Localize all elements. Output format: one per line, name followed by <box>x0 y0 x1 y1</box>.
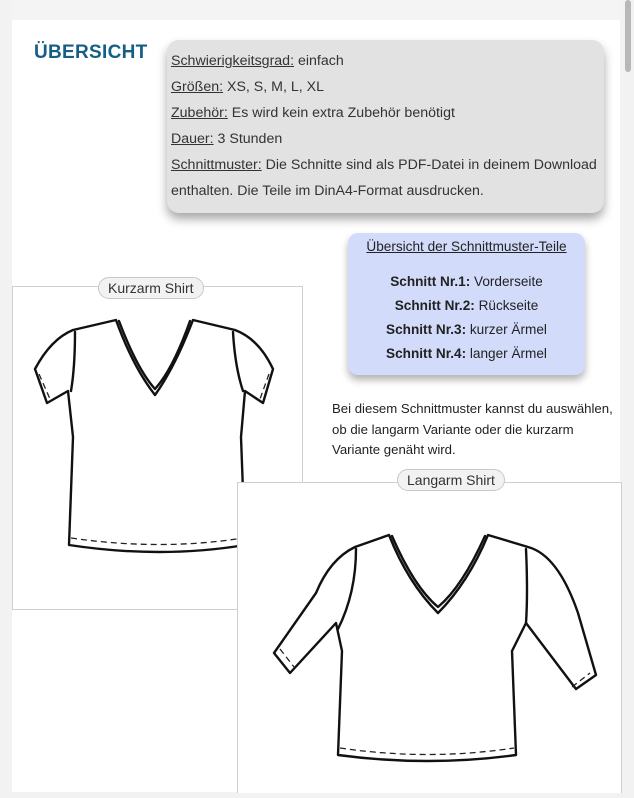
part-value-4: langer Ärmel <box>466 346 547 361</box>
sizes-line <box>171 79 324 95</box>
pattern-line-2: enthalten. Die Teile im DinA4-Format ausdrucken. <box>171 183 484 199</box>
part-item-4 <box>348 346 585 361</box>
long-sleeve-shirt-drawing <box>238 483 621 793</box>
top-band <box>12 0 620 20</box>
sizes-label: Größen: <box>171 79 224 95</box>
difficulty-line <box>171 53 344 69</box>
part-label-2: Schnitt Nr.2: <box>394 298 475 313</box>
difficulty-value: einfach <box>294 53 344 69</box>
accessories-label: Zubehör: <box>171 105 228 121</box>
short-sleeve-label: Kurzarm Shirt <box>98 277 204 299</box>
long-sleeve-label: Langarm Shirt <box>397 469 505 491</box>
pattern-label: Schnittmuster: <box>171 157 262 173</box>
duration-label: Dauer: <box>171 131 214 147</box>
section-title: ÜBERSICHT <box>34 42 148 63</box>
part-item-1 <box>348 274 585 289</box>
part-value-2: Rückseite <box>474 298 539 313</box>
pattern-line <box>171 157 597 173</box>
scrollbar[interactable] <box>625 0 631 72</box>
part-label-1: Schnitt Nr.1: <box>390 274 471 289</box>
long-sleeve-figure <box>237 482 622 793</box>
part-item-2 <box>348 298 585 313</box>
accessories-line <box>171 105 455 121</box>
part-item-3 <box>348 322 585 337</box>
part-value-1: Vorderseite <box>470 274 543 289</box>
pattern-parts-box <box>348 233 585 375</box>
pattern-value: Die Schnitte sind als PDF-Datei in deinem Download <box>261 157 597 173</box>
accessories-value: Es wird kein extra Zubehör benötigt <box>227 105 455 121</box>
variant-note: Bei diesem Schnittmuster kannst du auswählen, ob die langarm Variante oder die kurzarm Variante genäht wird. <box>332 401 613 457</box>
overview-info-box <box>167 40 604 213</box>
sizes-value: XS, S, M, L, XL <box>223 79 324 95</box>
part-value-3: kurzer Ärmel <box>466 322 547 337</box>
part-label-4: Schnitt Nr.4: <box>386 346 467 361</box>
parts-title: Übersicht der Schnittmuster-Teile <box>366 239 567 254</box>
duration-line <box>171 131 282 147</box>
difficulty-label: Schwierigkeitsgrad: <box>171 53 295 69</box>
part-label-3: Schnitt Nr.3: <box>386 322 467 337</box>
duration-value: 3 Stunden <box>213 131 283 147</box>
